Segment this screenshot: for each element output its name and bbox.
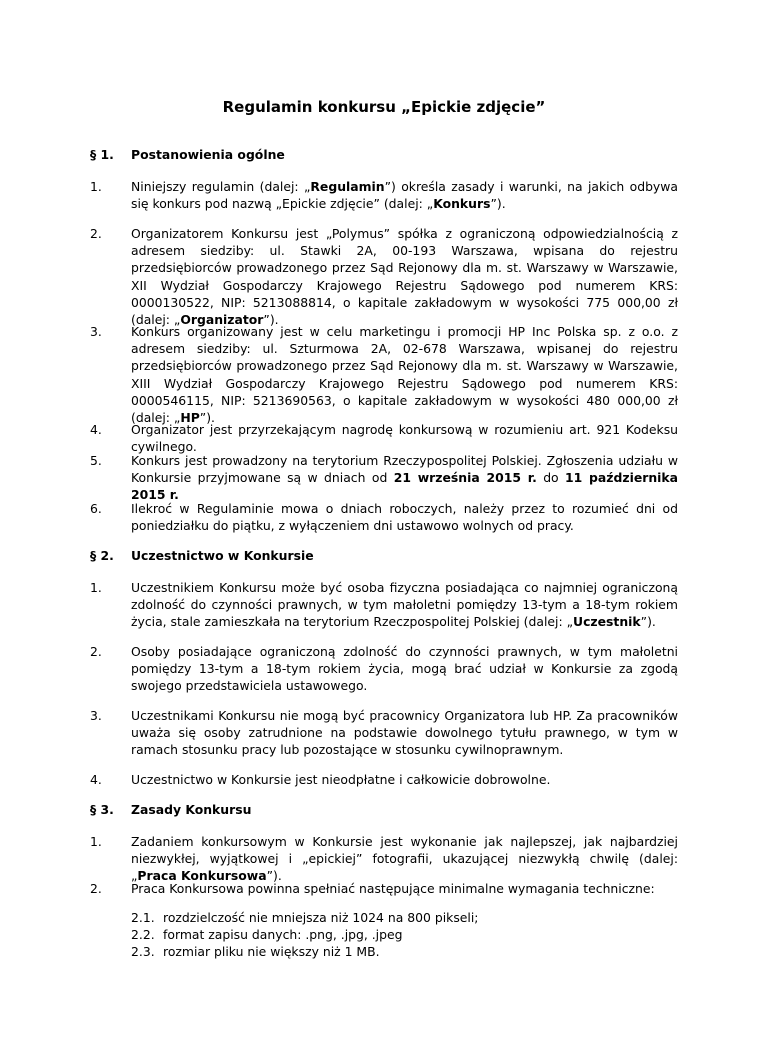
paragraph-text: Uczestnictwo w Konkursie jest nieodpłatne i całkowicie dobrowolne. (131, 772, 551, 787)
paragraph-number: 1. (90, 580, 102, 595)
sub-item-text: rozdzielczość nie mniejsza niż 1024 na 800 pikseli; (163, 910, 479, 925)
section-number: § 2. (90, 548, 114, 563)
paragraph-text: Uczestnikami Konkursu nie mogą być pracownicy Organizatora lub HP. Za pracowników uważa się osoby zatrudnione na podstawie dowolnego tytułu prawnego, w tym w ramach stosunku pracy lub pozostające w stosunku cywilnoprawnym. (131, 708, 678, 758)
paragraph-2-1 (90, 579, 678, 631)
paragraph-text: Konkurs organizowany jest w celu marketingu i promocji HP Inc Polska sp. z o.o. z adresem siedziby: ul. Szturmowa 2A, 02-678 Warszawa, wpisanej do rejestru przedsiębiorców prowadzonego przez Sąd Rejonowy dla m. st. Warszawy w Warszawie, XIII Wydział Gospodarczy Krajowego Rejestru Sądowego pod numerem KRS: 0000546115, NIP: 5213690563, o kapitale zakładowym w wysokości 480 000,00 zł (dalej: „HP”). (131, 324, 678, 426)
sub-item-text: format zapisu danych: .png, .jpg, .jpeg (163, 927, 403, 942)
section-number: § 1. (90, 147, 114, 162)
paragraph-1-1 (90, 178, 678, 212)
paragraph-number: 4. (90, 422, 102, 437)
paragraph-number: 1. (90, 179, 102, 194)
paragraph-3-2 (90, 880, 678, 897)
sub-item-2-1 (131, 910, 478, 927)
paragraph-text: Organizatorem Konkursu jest „Polymus” spółka z ograniczoną odpowiedzialnością z adresem siedziby: ul. Stawki 2A, 00-193 Warszawa, wpisana do rejestru przedsiębiorców prowadzonego przez Sąd Rejonowy dla m. st. Warszawy w Warszawie, XII Wydział Gospodarczy Krajowego Rejestru Sądowego pod numerem KRS: 0000130522, NIP: 5213088814, o kapitale zakładowym w wysokości 775 000,00 zł (dalej: „Organizator”). (131, 226, 678, 328)
paragraph-text: Organizator jest przyrzekającym nagrodę konkursową w rozumieniu art. 921 Kodeksu cywilnego. (131, 422, 678, 455)
paragraph-1-4 (90, 421, 678, 455)
section-heading-1 (90, 147, 285, 162)
paragraph-1-2 (90, 225, 678, 328)
paragraph-number: 1. (90, 834, 102, 849)
sub-item-2-3 (131, 944, 380, 961)
paragraph-text: Osoby posiadające ograniczoną zdolność do czynności prawnych, w tym małoletni pomiędzy 13-tym a 18-tym rokiem życia, mogą brać udział w Konkursie za zgodą swojego przedstawiciela ustawowego. (131, 644, 678, 694)
sub-item-2-2 (131, 927, 402, 944)
sub-item-number: 2.3. (131, 944, 155, 959)
paragraph-number: 3. (90, 708, 102, 723)
paragraph-1-3 (90, 323, 678, 426)
paragraph-text: Uczestnikiem Konkursu może być osoba fizyczna posiadająca co najmniej ograniczoną zdolność do czynności prawnych, w tym małoletni pomiędzy 13-tym a 18-tym rokiem życia, stale zamieszkała na terytorium Rzeczpospolitej Polskiej (dalej: „Uczestnik”). (131, 580, 678, 630)
paragraph-number: 2. (90, 644, 102, 659)
section-title: Zasady Konkursu (131, 802, 252, 817)
section-title: Uczestnictwo w Konkursie (131, 548, 314, 563)
paragraph-1-5 (90, 452, 678, 504)
sub-item-text: rozmiar pliku nie większy niż 1 MB. (163, 944, 380, 959)
paragraph-text: Ilekroć w Regulaminie mowa o dniach roboczych, należy przez to rozumieć dni od poniedziałku do piątku, z wyłączeniem dni ustawowo wolnych od pracy. (131, 501, 678, 534)
paragraph-2-2 (90, 643, 678, 695)
paragraph-3-1 (90, 833, 678, 885)
document-title: Regulamin konkursu „Epickie zdjęcie” (222, 98, 546, 116)
section-title: Postanowienia ogólne (131, 147, 285, 162)
paragraph-number: 4. (90, 772, 102, 787)
paragraph-number: 2. (90, 226, 102, 241)
paragraph-2-4 (90, 771, 678, 788)
paragraph-number: 5. (90, 453, 102, 468)
paragraph-2-3 (90, 707, 678, 759)
paragraph-text: Konkurs jest prowadzony na terytorium Rzeczypospolitej Polskiej. Zgłoszenia udziału w Konkursie przyjmowane są w dniach od 21 września 2015 r. do 11 października 2015 r. (131, 453, 679, 503)
paragraph-number: 2. (90, 881, 102, 896)
paragraph-text: Praca Konkursowa powinna spełniać następujące minimalne wymagania techniczne: (131, 881, 655, 896)
paragraph-number: 6. (90, 501, 102, 516)
section-heading-2 (90, 548, 314, 563)
paragraph-1-6 (90, 500, 678, 534)
paragraph-number: 3. (90, 324, 102, 339)
sub-item-number: 2.1. (131, 910, 155, 925)
paragraph-text: Niniejszy regulamin (dalej: „Regulamin”) określa zasady i warunki, na jakich odbywa się konkurs pod nazwą „Epickie zdjęcie” (dalej: „Konkurs”). (131, 179, 678, 212)
sub-item-number: 2.2. (131, 927, 155, 942)
section-number: § 3. (90, 802, 114, 817)
paragraph-text: Zadaniem konkursowym w Konkursie jest wykonanie jak najlepszej, jak najbardziej niezwykłej, wyjątkowej i „epickiej” fotografii, ukazującej niezwykłą chwilę (dalej: „Praca Konkursowa”). (131, 834, 678, 884)
section-heading-3 (90, 802, 251, 817)
